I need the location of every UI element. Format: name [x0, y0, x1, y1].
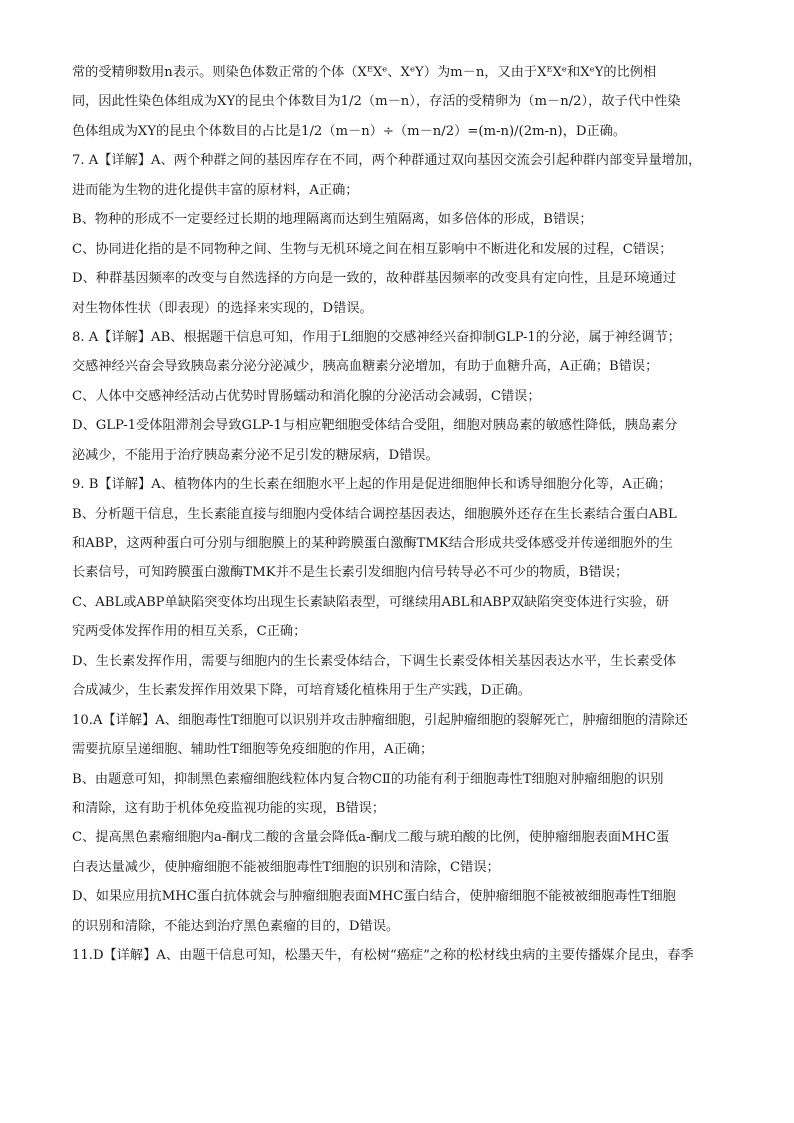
text-line: D、如果应用抗MHC蛋白抗体就会与肿瘤细胞表面MHC蛋白结合，使肿瘤细胞不能被被细胞毒性T细胞	[72, 889, 676, 905]
answer-explanation-page	[72, 58, 722, 971]
text-line: D、种群基因频率的改变与自然选择的方向是一致的，故种群基因频率的改变具有定向性，且是环境通过	[72, 271, 677, 287]
text-line: 交感神经兴奋会导致胰岛素分泌分泌减少，胰高血糖素分泌增加，有助于血糖升高，A正确；B错误；	[72, 359, 659, 375]
question-9-line: 9. B【详解】A、植物体内的生长素在细胞水平上起的作用是促进细胞伸长和诱导细胞分化等，A正确；	[72, 477, 672, 493]
text-line: 和ABP，这两种蛋白可分别与细胞膜上的某种跨膜蛋白激酶TMK结合形成共受体感受并传递细胞外的生	[72, 536, 673, 551]
question-10-line: 10.A【详解】A、细胞毒性T细胞可以识别并攻击肿瘤细胞，引起肿瘤细胞的裂解死亡，肿瘤细胞的清除还	[72, 712, 688, 728]
text-line: D、GLP-1受体阻滞剂会导致GLP-1与相应靶细胞受体结合受阻，细胞对胰岛素的敏感性降低，胰岛素分	[72, 418, 678, 434]
text-line: B、由题意可知，抑制黑色素瘤细胞线粒体内复合物CⅡ的功能有利于细胞毒性T细胞对肿瘤细胞的识别	[72, 771, 664, 787]
question-7-line: 7. A【详解】A、两个种群之间的基因库存在不同，两个种群通过双向基因交流会引起种群内部变异量增加，	[72, 153, 702, 169]
text-line: 色体组成为XY的昆虫个体数目的占比是1/2（m－n）÷（m－n/2）=(m-n)/(2m-n)，D正确。	[72, 123, 627, 139]
text-line: 究两受体发挥作用的相互关系，C正确；	[72, 624, 307, 640]
text-line: 的识别和清除，不能达到治疗黑色素瘤的目的，D错误。	[72, 918, 400, 934]
text-line: 常的受精卵数用n表示。则染色体数正常的个体（XᴱXᵉ、XᵉY）为m－n，又由于XᴱXᵉ和XᵉY的比例相	[72, 65, 657, 80]
text-line: C、提高黑色素瘤细胞内a-酮戊二酸的含量会降低a-酮戊二酸与琥珀酸的比例，使肿瘤细胞表面MHC蛋	[72, 830, 670, 846]
text-line: B、分析题干信息，生长素能直接与细胞内受体结合调控基因表达，细胞膜外还存在生长素结合蛋白ABL	[72, 506, 677, 522]
text-line: 合成减少，生长素发挥作用效果下降，可培育矮化植株用于生产实践，D正确。	[72, 683, 531, 699]
question-8-line: 8. A【详解】AB、根据题干信息可知，作用于L细胞的交感神经兴奋抑制GLP-1的分泌，属于神经调节；	[72, 329, 681, 345]
text-line: 对生物体性状（即表现）的选择来实现的，D错误。	[72, 300, 373, 316]
text-line: 长素信号，可知跨膜蛋白激酶TMK并不是生长素引发细胞内信号转导必不可少的物质，B错误；	[72, 565, 629, 581]
text-line: C、ABL或ABP单缺陷突变体均出现生长素缺陷表型，可继续用ABL和ABP双缺陷突变体进行实验，研	[72, 594, 669, 610]
text-line: 泌减少，不能用于治疗胰岛素分泌不足引发的糖尿病，D错误。	[72, 447, 439, 463]
text-line: D、生长素发挥作用，需要与细胞内的生长素受体结合，下调生长素受体相关基因表达水平，生长素受体	[72, 653, 677, 669]
text-line: 和清除，这有助于机体免疫监视功能的实现，B错误；	[72, 800, 386, 816]
text-line: B、物种的形成不一定要经过长期的地理隔离而达到生殖隔离，如多倍体的形成，B错误；	[72, 212, 593, 228]
text-line: 进而能为生物的进化提供丰富的原材料，A正确；	[72, 182, 359, 198]
text-line: 需要抗原呈递细胞、辅助性T细胞等免疫细胞的作用，A正确；	[72, 742, 434, 758]
text-line: 白表达量减少，使肿瘤细胞不能被细胞毒性T细胞的识别和清除，C错误；	[72, 859, 500, 875]
text-line: C、协同进化指的是不同物种之间、生物与无机环境之间在相互影响中不断进化和发展的过程，C错误；	[72, 241, 673, 257]
text-line: C、人体中交感神经活动占优势时胃肠蠕动和消化腺的分泌活动会减弱，C错误；	[72, 388, 541, 404]
text-line: 同，因此性染色体组成为XY的昆虫个体数目为1/2（m－n），存活的受精卵为（m－n/2），故子代中性染	[72, 94, 681, 110]
question-11-line: 11.D【详解】A、由题干信息可知，松墨天牛，有松树“癌症”之称的松材线虫病的主要传播媒介昆虫，春季	[72, 948, 694, 964]
